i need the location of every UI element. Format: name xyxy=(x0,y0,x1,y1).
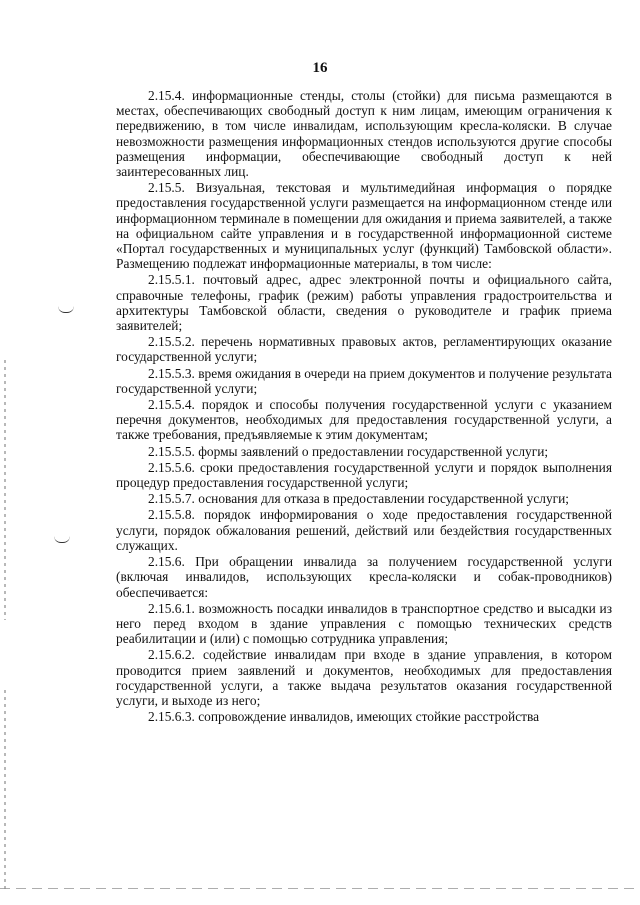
scan-edge-mark-top xyxy=(4,360,6,620)
paragraph: 2.15.6.3. сопровождение инвалидов, имеющих стойкие расстройства xyxy=(148,709,540,725)
paragraph: 2.15.5.7. основания для отказа в предоставлении государственной услуги; xyxy=(148,491,570,507)
paragraph: 2.15.5.2. перечень нормативных правовых актов, регламентирующих оказание государственной услуги; xyxy=(116,334,612,365)
paragraph: 2.15.5.4. порядок и способы получения государственной услуги с указанием перечня документов, необходимых для предоставления государственной услуги, а также требования, предъявляемые к этим документам; xyxy=(116,397,612,443)
paragraph: 2.15.5.5. формы заявлений о предоставлении государственной услуги; xyxy=(148,443,549,459)
paragraph: 2.15.4. информационные стенды, столы (стойки) для письма размещаются в местах, обеспечивающих свободный доступ к ним лицам, имеющим ограничения к передвижению, в том числе инвалидам, использующим кресла-коляски. В случае невозможности размещения информационных стендов используются другие способы размещения информации, обеспечивающие свободный доступ к ней заинтересованных лиц. xyxy=(116,88,612,180)
paragraph: 2.15.6.2. содействие инвалидам при входе в здание управления, в котором проводится прием заявлений и документов, необходимых для предоставления государственной услуги, а также выдача результатов оказания государственной услуги, и выходе из него; xyxy=(116,647,612,708)
paragraph: 2.15.6.1. возможность посадки инвалидов в транспортное средство и высадки из него перед входом в здание управления с помощью технических средств реабилитации и (или) с помощью сотрудника управления; xyxy=(116,600,612,647)
paragraph: 2.15.5. Визуальная, текстовая и мультимедийная информация о порядке предоставления государственной услуги размещается на информационном стенде или информационном терминале в помещении для ожидания и приема заявителей, а также на официальном сайте управления и в государственной информационной системе «Портал государственных и муниципальных услуг (функций) Тамбовской области». Размещению подлежат информационные материалы, в том числе: xyxy=(116,180,612,272)
paragraph: 2.15.5.1. почтовый адрес, адрес электронной почты и официального сайта, справочные телефоны, график (режим) работы управления градостроительства и архитектуры Тамбовской области, сведения о руководителе и график приема заявителей; xyxy=(116,272,612,334)
paragraph: 2.15.5.6. сроки предоставления государственной услуги и порядок выполнения процедур предоставления государственной услуги; xyxy=(116,459,612,491)
page-bottom-rule xyxy=(0,888,640,889)
page-number: 16 xyxy=(312,60,328,76)
paragraph: 2.15.6. При обращении инвалида за получением государственной услуги (включая инвалидов, использующих кресла-коляски и собак-проводников) обеспечивается: xyxy=(116,554,612,600)
document-body xyxy=(116,88,612,724)
margin-mark xyxy=(58,306,74,313)
paragraph: 2.15.5.8. порядок информирования о ходе предоставления государственной услуги, порядок обжалования решений, действий или бездействия государственных служащих. xyxy=(116,507,612,553)
paragraph: 2.15.5.3. время ожидания в очереди на прием документов и получение результата государственной услуги; xyxy=(116,365,612,396)
margin-mark xyxy=(54,536,70,543)
scan-edge-mark-bottom xyxy=(4,690,6,890)
